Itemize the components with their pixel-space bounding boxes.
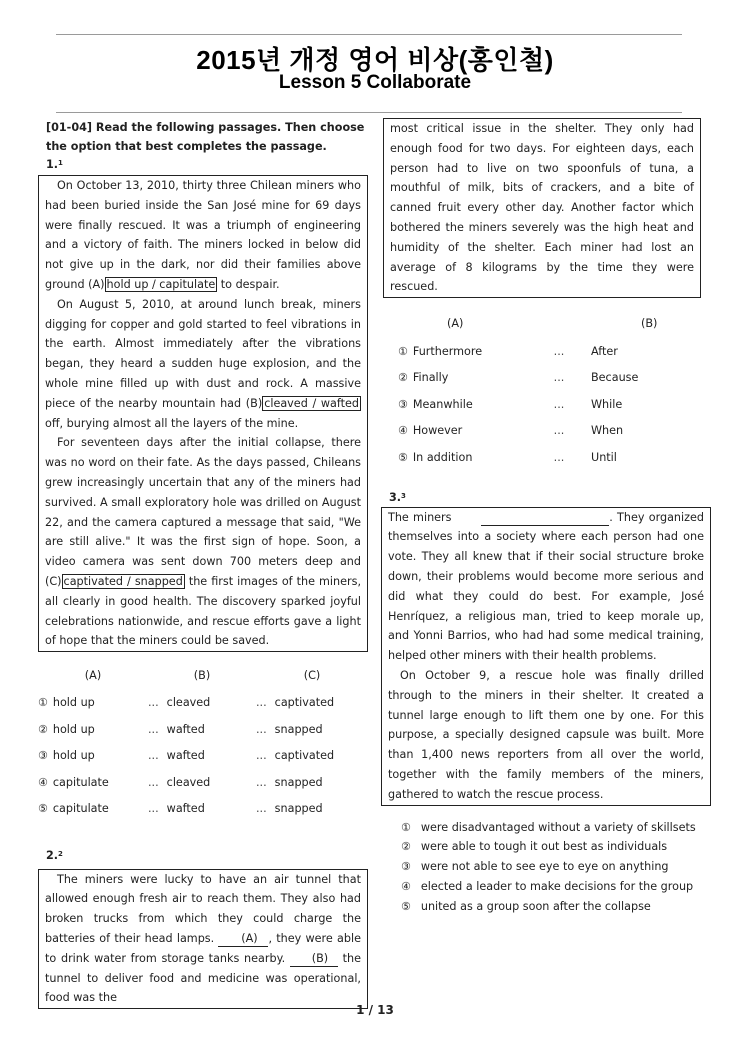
option-number-icon: ① (38, 696, 48, 710)
q1-choice-a: hold up / capitulate (106, 277, 216, 291)
q2-header-a: (A) (447, 317, 464, 331)
q3-paragraph-1: The miners . They organized themselves into a society where each person had one vote. They all knew that if their social structure broke down, their problems would become more serious and did what they could do best. For example, José Henríquez, a religious man, tried to keep morale up, and Yonni Barrios, who had had some medical training, helped other miners with their health problems. (388, 510, 704, 663)
q1-choice-c: captivated / snapped (63, 574, 183, 588)
question-2-passage-continued (383, 118, 701, 298)
q2-blank-a: (A) (218, 932, 268, 947)
q1-choice-b: cleaved / wafted (264, 396, 359, 410)
q2-option-b: After (591, 344, 618, 358)
q1-options-header (38, 662, 368, 690)
q1-header-a: (A) (84, 669, 102, 683)
q1-option-3[interactable] (38, 743, 368, 770)
q3-paragraph-2: On October 9, a rescue hole was finally drilled through to the miners in their shelter. It created a tunnel large enough to lift them one by one. For this purpose, a specially designed capsule was built. More than 1,400 news reporters from all over the world, together with the family members of the miners, gathered to watch the rescue process. (388, 669, 704, 801)
q1-header-c: (C) (303, 669, 321, 683)
q1-option-c: ... snapped (256, 722, 323, 736)
q2-continued-text: most critical issue in the shelter. They only had enough food for two days. For eighteen days, each person had to live on two spoonfuls of tuna, a mouthful of milk, bits of crackers, and a bite of canned fruit every other day. Another factor which bothered the miners severely was the high heat and humidity of the shelter. Each miner had lost an average of 8 kilograms by the time they were rescued. (390, 122, 694, 294)
lesson-subtitle: Lesson 5 Collaborate (278, 72, 472, 93)
q1-header-b: (B) (193, 669, 211, 683)
q3-option-5[interactable]: ⑤ united as a group soon after the collapse (401, 899, 651, 913)
q2-option-a: ② Finally (398, 371, 449, 385)
q2-header-b: (B) (641, 317, 658, 331)
option-number-icon: ⑤ (401, 899, 411, 913)
q3-blank (481, 511, 609, 526)
q2-paragraph: The miners were lucky to have an air tunnel that allowed enough fresh air to reach them. They also had broken trucks from which they could charge the batteries of their head lamps. (A) , they were able to drink water from storage tanks nearby. (B) the tunnel to deliver food and medicine was operational, food was the (45, 872, 361, 1005)
q2-option-a: ⑤ In addition (398, 450, 473, 464)
q2-option-a: ④ However (398, 424, 463, 438)
q1-option-b: ... cleaved (148, 696, 211, 710)
q2-option-dots: ... (553, 344, 565, 358)
q1-option-a: ⑤ capitulate (38, 802, 109, 816)
left-column (38, 118, 368, 1009)
q2-option-b: When (591, 424, 624, 438)
option-number-icon: ④ (401, 880, 411, 894)
q1-option-a: ② hold up (38, 722, 95, 736)
q1-option-a: ③ hold up (38, 749, 95, 763)
question-3-passage (381, 507, 711, 806)
option-number-icon: ③ (38, 749, 48, 763)
question-1-passage (38, 175, 368, 652)
q2-options-header (381, 310, 711, 338)
q2-option-a: ③ Meanwhile (398, 397, 473, 411)
q3-option-1[interactable]: ① were disadvantaged without a variety of skillsets (401, 820, 696, 834)
q2-option-dots: ... (553, 450, 565, 464)
question-1-options (38, 662, 368, 823)
option-number-icon: ② (398, 371, 408, 385)
q1-option-c: ... snapped (256, 802, 323, 816)
q1-option-c: ... captivated (256, 696, 335, 710)
q3-option-3[interactable]: ③ were not able to see eye to eye on anything (401, 860, 669, 874)
q1-option-4[interactable] (38, 770, 368, 797)
instructions: [01-04] Read the following passages. Then choose the option that best completes the passage. (46, 121, 365, 153)
q1-paragraph-2: On August 5, 2010, at around lunch break, miners digging for copper and gold started to feel vibrations in the earth. Almost immediately after the vibrations began, they heard a sudden huge explosion, and the whole mine filled up with dust and rock. A massive piece of the nearby mountain had (B) cleaved / wafted off, burying almost all the layers of the mine. (45, 297, 361, 430)
q2-option-dots: ... (553, 397, 565, 411)
question-3-number: 3.$^3$ (389, 490, 406, 504)
q1-option-b: ... cleaved (148, 775, 211, 789)
option-number-icon: ② (38, 722, 48, 736)
top-rule (56, 34, 682, 35)
option-number-icon: ② (401, 840, 411, 854)
q2-option-1[interactable] (381, 338, 711, 365)
option-number-icon: ⑤ (38, 802, 48, 816)
page-number: 1 / 13 (356, 1003, 394, 1017)
q2-option-b: While (591, 397, 623, 411)
option-number-icon: ③ (398, 397, 408, 411)
q2-option-dots: ... (553, 424, 565, 438)
q1-paragraph-3: For seventeen days after the initial collapse, there was no word on their fate. As the days passed, Chileans grew increasingly uncertain that any of the miners had survived. A small exploratory hole was drilled on August 22, and the camera captured a message that said, "We are still alive." It was the first sign of hope. Soon, a video camera was sent down 700 meters deep and (C) captivated / snapped the first images of the miners, all clearly in good health. The discovery sparked joyful celebrations nationwide, and rescue efforts gave a light of hope that the miners could be saved. (45, 436, 361, 648)
question-3-options (381, 818, 711, 917)
q2-option-4[interactable] (381, 418, 711, 445)
question-2-options (381, 310, 711, 471)
right-column (381, 118, 711, 917)
question-1-number: 1.$^1$ (46, 158, 63, 171)
header-divider (56, 112, 682, 113)
option-number-icon: ③ (401, 860, 411, 874)
option-number-icon: ① (401, 820, 411, 834)
q2-option-3[interactable] (381, 391, 711, 418)
q1-option-a: ① hold up (38, 696, 95, 710)
q2-option-b: Until (591, 450, 617, 464)
q1-option-b: ... wafted (148, 802, 205, 816)
option-number-icon: ④ (398, 424, 408, 438)
q2-option-dots: ... (553, 371, 565, 385)
q1-option-5[interactable] (38, 796, 368, 823)
q1-paragraph-1: On October 13, 2010, thirty three Chilean miners who had been buried inside the San José mine for 69 days were finally rescued. It was a triumph of engineering and a victory of faith. The miners locked in below did not give up in the dark, nor did their families above ground (A) hold up / capitulate to despair. (45, 179, 361, 291)
q1-option-c: ... snapped (256, 775, 323, 789)
option-number-icon: ① (398, 344, 408, 358)
q1-option-c: ... captivated (256, 749, 335, 763)
q3-option-4[interactable]: ④ elected a leader to make decisions for the group (401, 880, 694, 894)
q2-option-a: ① Furthermore (398, 344, 483, 358)
q1-option-1[interactable] (38, 690, 368, 717)
q3-option-2[interactable]: ② were able to tough it out best as individuals (401, 840, 668, 854)
q2-option-2[interactable] (381, 365, 711, 392)
option-number-icon: ④ (38, 775, 48, 789)
q1-option-2[interactable] (38, 717, 368, 744)
question-2-number: 2.$^2$ (46, 848, 63, 862)
question-2-passage (38, 869, 368, 1010)
q1-option-b: ... wafted (148, 749, 205, 763)
q1-option-a: ④ capitulate (38, 775, 109, 789)
q2-option-5[interactable] (381, 444, 711, 471)
document-title: 2015년 개정 영어 비상(홍인철) (196, 45, 554, 75)
q2-blank-b: (B) (290, 952, 338, 967)
q2-option-b: Because (591, 371, 639, 385)
q1-option-b: ... wafted (148, 722, 205, 736)
option-number-icon: ⑤ (398, 450, 408, 464)
